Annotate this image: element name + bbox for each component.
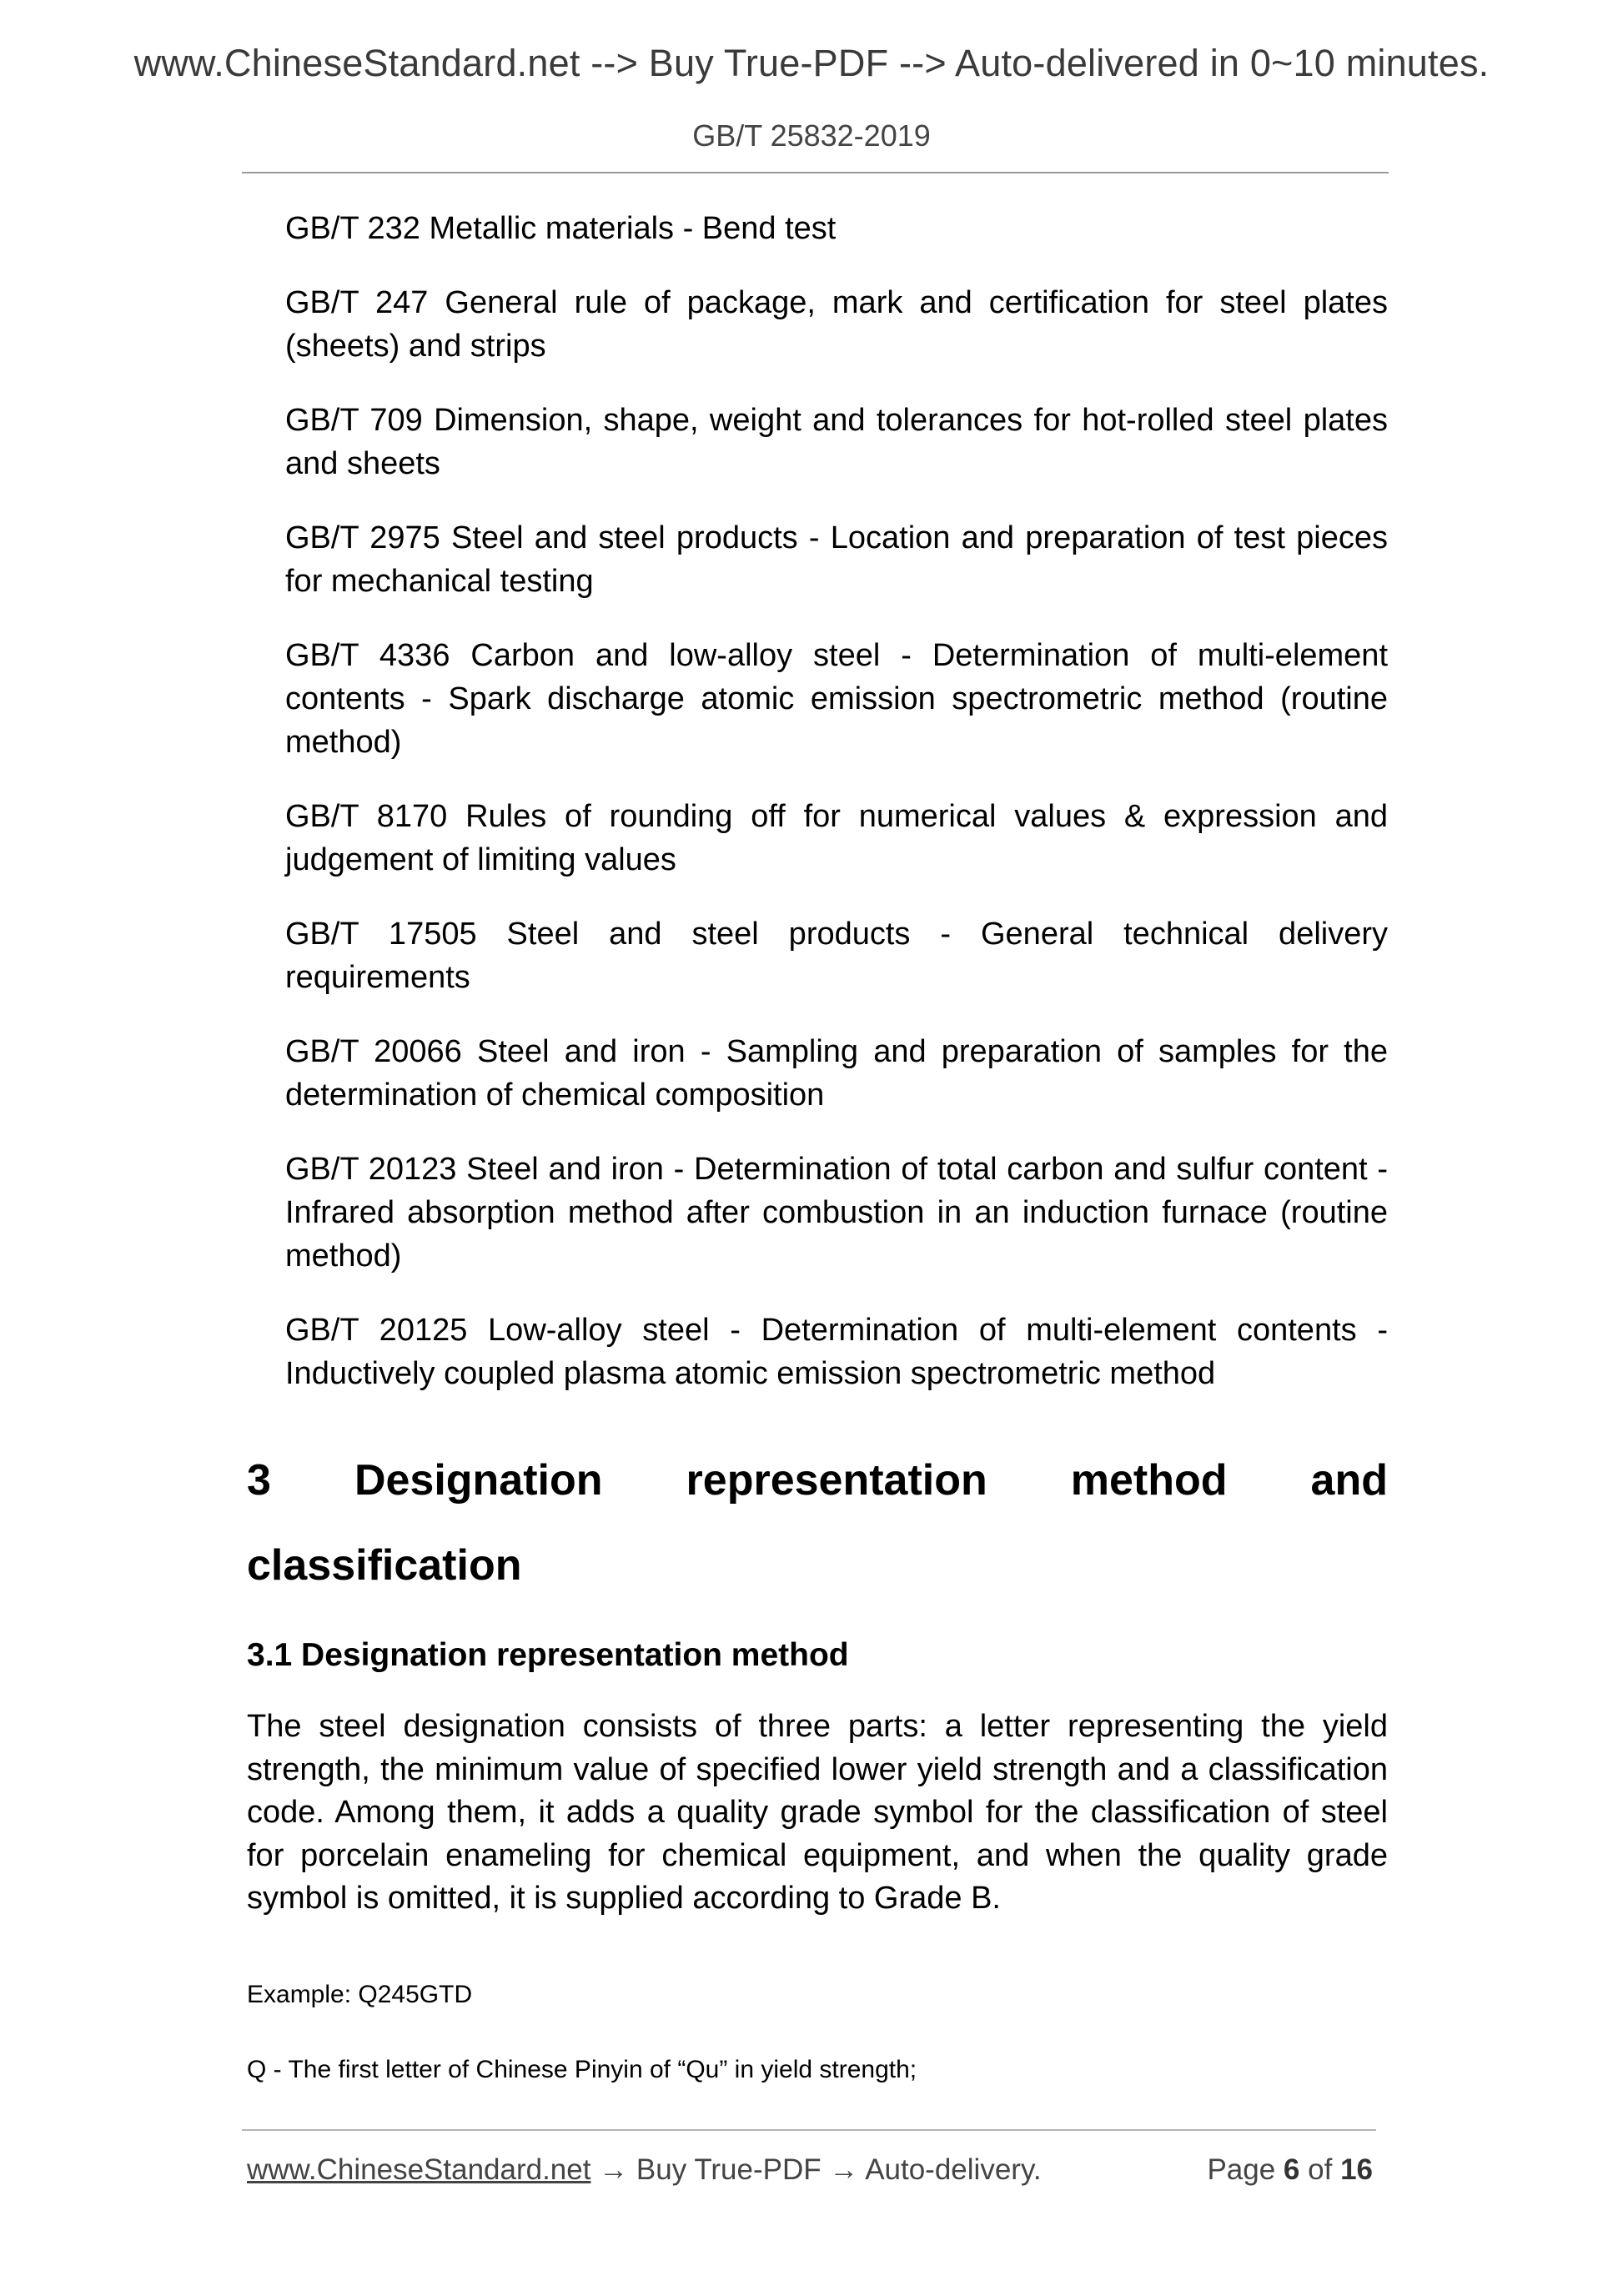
footer-delivery-text: Auto-delivery. bbox=[865, 2153, 1042, 2186]
reference-item: GB/T 17505 Steel and steel products - General technical delivery requirements bbox=[285, 917, 1388, 995]
page-label: Page bbox=[1207, 2153, 1276, 2186]
section-3-word: Designation bbox=[354, 1456, 603, 1505]
header-divider bbox=[242, 172, 1389, 173]
arrow-right-icon: → bbox=[821, 2153, 866, 2186]
section-3-heading-line-1 bbox=[247, 1438, 1388, 1523]
section-3-heading-line-2: classification bbox=[247, 1541, 522, 1590]
reference-item: GB/T 20125 Low-alloy steel - Determination of multi-element contents - Inductively coupled plasma atomic emission spectrometric method bbox=[285, 1313, 1388, 1391]
normative-references-list bbox=[285, 207, 1388, 1426]
reference-item: GB/T 232 Metallic materials - Bend test bbox=[285, 211, 837, 246]
reference-item: GB/T 20066 Steel and iron - Sampling and preparation of samples for the determination of chemical composition bbox=[285, 1034, 1388, 1113]
reference-item: GB/T 4336 Carbon and low-alloy steel - Determination of multi-element contents - Spark discharge atomic emission spectrometric method (routine method) bbox=[285, 638, 1388, 760]
page-number bbox=[1207, 2153, 1373, 2187]
footer-divider bbox=[242, 2129, 1376, 2131]
section-3-word: method bbox=[1070, 1456, 1228, 1505]
page-of: of bbox=[1308, 2153, 1333, 2186]
arrow-right-icon: → bbox=[590, 2153, 636, 2186]
designation-paragraph: The steel designation consists of three parts: a letter representing the yield strength, the minimum value of specified lower yield strength and a classification code. Among them, it adds a quality grade symbol for the classification of steel for porcelain enameling for chemical equipment, and when the quality grade symbol is omitted, it is supplied according to Grade B. bbox=[247, 1709, 1388, 1916]
reference-item: GB/T 20123 Steel and iron - Determination of total carbon and sulfur content - Infrared absorption method after combustion in an induction furnace (routine method) bbox=[285, 1152, 1388, 1274]
footer-buy-text: Buy True-PDF bbox=[636, 2153, 822, 2186]
q-letter-note: Q - The first letter of Chinese Pinyin of “Qu” in yield strength; bbox=[247, 2056, 917, 2083]
footer-site-link[interactable]: www.ChineseStandard.net bbox=[247, 2153, 591, 2186]
section-3-word: representation bbox=[686, 1456, 987, 1505]
page-current: 6 bbox=[1283, 2153, 1300, 2186]
standard-code: GB/T 25832-2019 bbox=[692, 118, 931, 153]
section-3-heading bbox=[247, 1438, 1388, 1608]
reference-item: GB/T 247 General rule of package, mark and certification for steel plates (sheets) and strips bbox=[285, 285, 1388, 364]
reference-item: GB/T 8170 Rules of rounding off for numerical values & expression and judgement of limiting values bbox=[285, 799, 1388, 877]
section-3-1-heading: 3.1 Designation representation method bbox=[247, 1637, 849, 1673]
reference-item: GB/T 2975 Steel and steel products - Location and preparation of test pieces for mechanical testing bbox=[285, 520, 1388, 599]
designation-example: Example: Q245GTD bbox=[247, 1981, 473, 2008]
section-3-word: and bbox=[1310, 1456, 1388, 1505]
site-banner: www.ChineseStandard.net --> Buy True-PDF --> Auto-delivered in 0~10 minutes. bbox=[133, 42, 1490, 84]
page-total: 16 bbox=[1340, 2153, 1373, 2186]
section-3-number: 3 bbox=[247, 1456, 271, 1505]
reference-item: GB/T 709 Dimension, shape, weight and tolerances for hot-rolled steel plates and sheets bbox=[285, 403, 1388, 481]
page-footer bbox=[247, 2153, 1376, 2187]
